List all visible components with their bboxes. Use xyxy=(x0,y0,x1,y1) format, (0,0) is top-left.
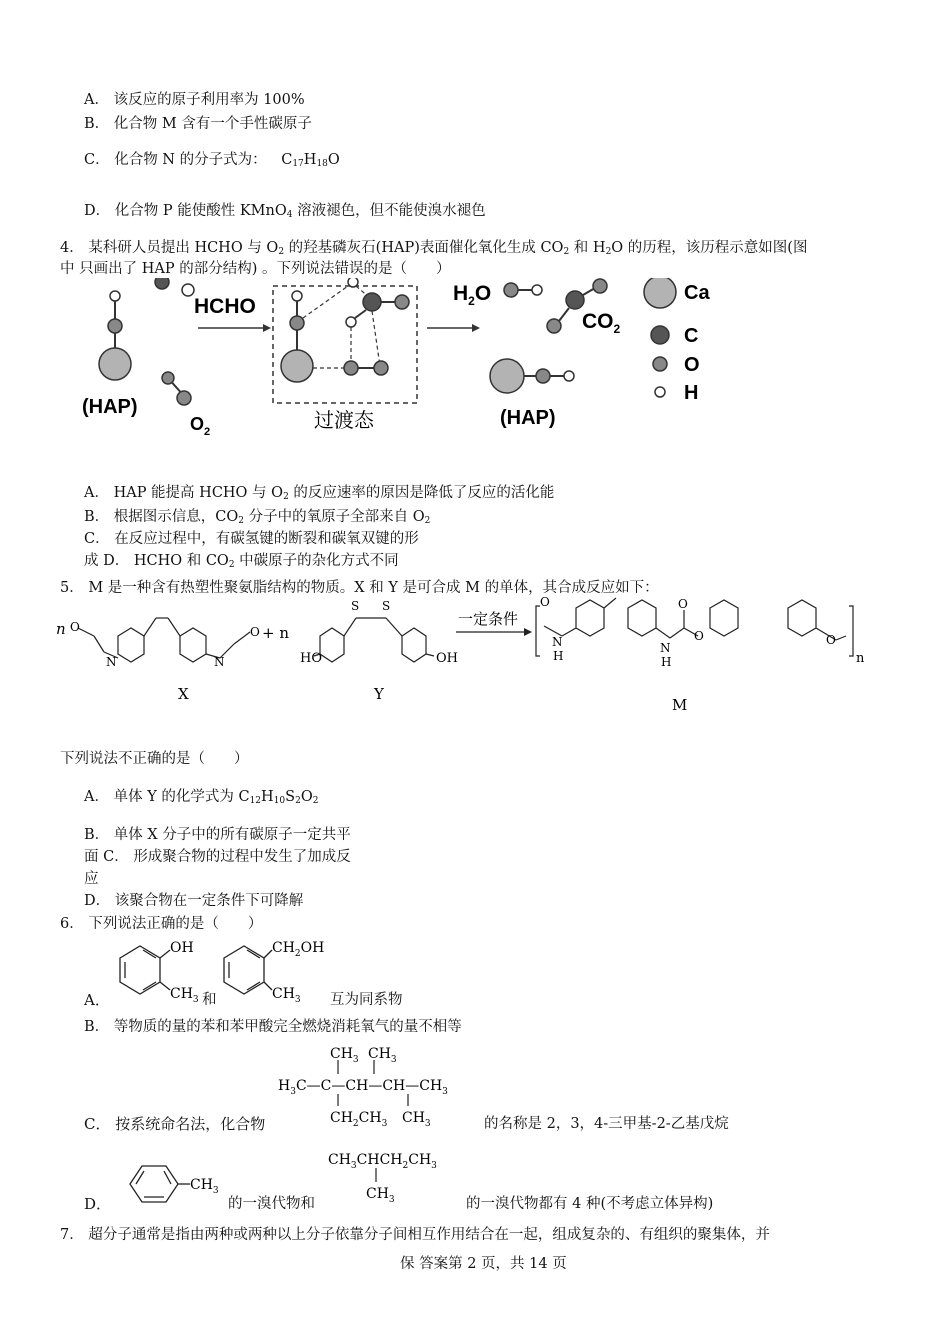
y-s1: S xyxy=(351,599,360,613)
plus-n: + n xyxy=(262,624,289,642)
q6-option-c-label: C． 按系统命名法，化合物 xyxy=(84,1115,266,1133)
m-o2: O xyxy=(678,597,688,611)
q5-option-d: D． 该聚合物在一定条件下可降解 xyxy=(84,893,304,909)
y-s2: S xyxy=(382,599,391,613)
q5-question: 下列说法不正确的是（ ） xyxy=(60,751,249,767)
c-top-ch3-2: $CH_3$ xyxy=(368,1046,397,1065)
q5-stem: 5． M 是一种含有热塑性聚氨脂结构的物质。X 和 Y 是可合成 M 的单体，其合成反应如下： xyxy=(60,580,659,596)
m-n: n xyxy=(856,651,865,666)
q6-stem: 6． 下列说法正确的是（ ） xyxy=(60,916,263,932)
q3-option-c-text: C． 化合物 N 的分子式为： xyxy=(84,152,267,168)
label-m: M xyxy=(672,696,688,714)
legend-c: C xyxy=(684,325,699,347)
q4-mechanism-figure xyxy=(70,278,750,448)
q4-stem-line2: 中 只画出了 HAP 的部分结构) 。下列说法错误的是（ ） xyxy=(60,261,451,277)
m-n1: N xyxy=(552,635,563,649)
oh-label: OH xyxy=(170,940,194,956)
transition-state-label: 过渡态 xyxy=(314,410,374,432)
h2o-label: $H_2O$ xyxy=(453,282,492,308)
c-main-chain: $H_3C—C—CH—CH—CH_3$ xyxy=(278,1078,448,1097)
q6-d-isopentane xyxy=(328,1144,478,1206)
q6-a-structures xyxy=(112,936,332,1008)
toluene-ch3: $CH_3$ xyxy=(190,1177,219,1196)
q5-reaction-figure xyxy=(56,596,876,720)
m-h2: H xyxy=(661,655,672,669)
m-h1: H xyxy=(553,649,564,663)
legend-h: H xyxy=(684,382,699,404)
q4-option-a: A． HAP 能提高 HCHO 与 $O_2$ 的反应速率的原因是降低了反应的活化能 xyxy=(84,485,555,502)
x-n-left: N xyxy=(106,655,117,669)
q5-option-c: 面 C． 形成聚合物的过程中发生了加成反 xyxy=(84,849,351,865)
page-footer: 保 答案第 2 页，共 14 页 xyxy=(400,1256,567,1272)
hap-label: (HAP) xyxy=(82,396,138,418)
q4-option-b: B． 根据图示信息，$CO_2$ 分子中的氧原子全部来自 $O_2$ xyxy=(84,509,431,526)
c-top-ch3-1: $CH_3$ xyxy=(330,1046,359,1065)
c-bottom-ch3: $CH_3$ xyxy=(402,1110,431,1129)
o-atom xyxy=(108,319,122,333)
q3-option-a: A． 该反应的原子利用率为 100% xyxy=(84,92,305,108)
m-n2: N xyxy=(660,641,671,655)
x-n-right: N xyxy=(214,655,225,669)
q6-d-toluene xyxy=(124,1158,234,1208)
legend-ca: Ca xyxy=(684,282,710,304)
x-o-left: O xyxy=(70,620,80,634)
q6-option-d-mid: 的一溴代物和 xyxy=(228,1196,315,1212)
q4-option-c: C． 在反应过程中，有碳氢键的断裂和碳氧双键的形 xyxy=(84,531,419,547)
isopentane-ch3: $CH_3$ xyxy=(366,1186,395,1205)
label-y: Y xyxy=(374,685,384,703)
h-atom xyxy=(110,291,120,301)
q5-option-a: A． 单体 Y 的化学式为 $C_{12}H_{10}S_2O_2$ xyxy=(84,789,319,806)
isopentane-chain: $CH_3CHCH_2CH_3$ xyxy=(328,1152,437,1171)
q3-option-c xyxy=(84,150,340,170)
ch3-label: $CH_3$ xyxy=(170,986,199,1005)
x-o-right: O xyxy=(250,625,260,639)
q6-option-b: B． 等物质的量的苯和苯甲酸完全燃烧消耗氧气的量不相等 xyxy=(84,1019,462,1035)
o2-label: $O_2$ xyxy=(190,414,211,438)
q6-option-d-text: 的一溴代物都有 4 种(不考虑立体异构) xyxy=(466,1196,714,1212)
q6-option-c-text: 的名称是 2，3，4-三甲基-2-乙基戊烷 xyxy=(484,1116,729,1132)
y-ho: HO xyxy=(300,651,322,666)
hcho-label: HCHO xyxy=(194,295,256,318)
q6-option-a-and: 和 xyxy=(202,992,217,1008)
legend-h-marker xyxy=(655,387,665,397)
q3-option-b: B． 化合物 M 含有一个手性碳原子 xyxy=(84,116,312,132)
q6-c-structure xyxy=(278,1040,488,1134)
q4-stem-line1: 4． 某科研人员提出 HCHO 与 $O_2$ 的羟基磷灰石(HAP)表面催化氧化生成 $CO_2$ 和 $H_2O$ 的历程，该历程示意如图(图 xyxy=(60,240,808,257)
hap2-label: (HAP) xyxy=(500,407,556,429)
q7-stem: 7． 超分子通常是指由两种或两种以上分子依靠分子间相互作用结合在一起，组成复杂的、有组织的聚集体，并 xyxy=(60,1227,770,1243)
q4-option-d: 成 D． HCHO 和 $CO_2$ 中碳原子的杂化方式不同 xyxy=(84,553,399,570)
ch2oh-label: $CH_2OH$ xyxy=(272,940,325,959)
q6-option-d-label: D． xyxy=(84,1195,112,1213)
c-bottom-ethyl: $CH_2CH_3$ xyxy=(330,1110,388,1129)
q5-option-c-cont: 应 xyxy=(84,871,99,887)
legend-c-marker xyxy=(651,326,669,344)
ch3-label-2: $CH_3$ xyxy=(272,986,301,1005)
legend-o: O xyxy=(684,354,700,376)
q5-option-b: B． 单体 X 分子中的所有碳原子一定共平 xyxy=(84,827,351,843)
coef-n1: n xyxy=(56,620,66,638)
q3-option-d: D． 化合物 P 能使酸性 KMnO$_4$ 溶液褪色，但不能使溴水褪色 xyxy=(84,203,486,220)
co2-label: $CO_2$ xyxy=(582,310,621,336)
q3-option-c-formula: $C_{17}H_{18}O$ xyxy=(281,152,340,169)
ca-atom xyxy=(99,348,131,380)
label-x: X xyxy=(178,685,189,703)
q6-option-a-label: A． xyxy=(84,991,110,1009)
legend-o-marker xyxy=(653,357,667,371)
q6-option-a-text: 互为同系物 xyxy=(330,992,403,1008)
condition: 一定条件 xyxy=(458,610,519,628)
m-o1: O xyxy=(540,596,550,609)
legend-ca-marker xyxy=(644,278,676,308)
m-o4: O xyxy=(826,633,836,647)
legend xyxy=(644,278,710,404)
y-oh: OH xyxy=(436,651,458,666)
m-o3: O xyxy=(694,629,704,643)
